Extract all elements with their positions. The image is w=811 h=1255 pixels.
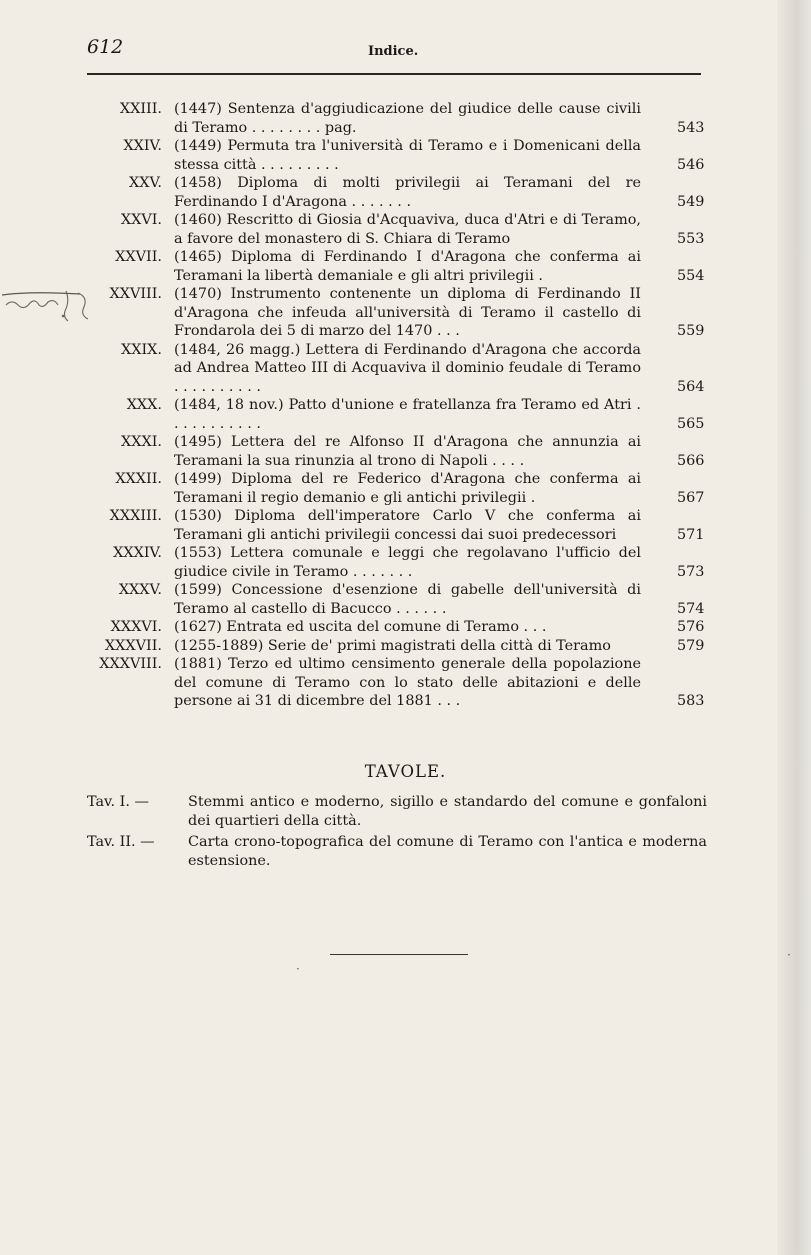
entry-number: XXIII. [119, 101, 162, 117]
entry-page: 543 [677, 119, 705, 136]
entry-text: (1499) Diploma del re Federico d'Aragona che conferma ai Teramani il regio demanio e gli antichi privilegii . [174, 471, 641, 506]
tavole-heading: TAVOLE. [364, 762, 447, 781]
plate-description: Carta crono-topografica del comune di Teramo con l'antica e moderna estensione. [188, 834, 707, 869]
entry-number: XXVII. [115, 249, 162, 265]
plate-description: Stemmi antico e moderno, sigillo e standardo del comune e gonfaloni dei quartieri della città. [188, 794, 707, 829]
entry-page: 549 [677, 193, 705, 210]
index-entry [0, 341, 811, 397]
entry-page: 553 [677, 230, 705, 247]
entry-number: XXXII. [115, 471, 162, 487]
index-entry [0, 637, 811, 656]
running-title: Indice. [368, 44, 419, 59]
index-entry [0, 655, 811, 711]
entry-text: (1495) Lettera del re Alfonso II d'Aragona che annunzia ai Teramani la sua rinunzia al trono di Napoli . . . . [174, 434, 641, 469]
entry-number: XXXIV. [113, 545, 162, 561]
entry-page: 583 [677, 693, 705, 709]
page-number: 612 [87, 36, 124, 58]
entry-text: (1530) Diploma dell'imperatore Carlo V che conferma ai Teramani gli antichi privilegii concessi dai suoi predecessori [174, 508, 641, 543]
entry-page: 574 [677, 600, 705, 617]
entry-number: XXV. [129, 175, 162, 191]
entry-page: 571 [677, 526, 705, 543]
entry-page: 564 [677, 378, 705, 395]
entry-text: (1881) Terzo ed ultimo censimento generale della popolazione del comune di Teramo con lo stato delle abitazioni e delle persone ai 31 di dicembre del 1881 . . . [174, 656, 641, 709]
entry-page: 573 [677, 563, 705, 580]
plate-label: Tav. II. — [87, 834, 155, 850]
index-entry [0, 100, 811, 137]
entry-text: (1553) Lettera comunale e leggi che regolavano l'ufficio del giudice civile in Teramo . . . . . . . [174, 545, 641, 580]
entry-page: 565 [677, 415, 705, 432]
entry-page: 567 [677, 489, 705, 506]
index-entry [0, 470, 811, 507]
entry-page: 579 [677, 637, 705, 654]
index-entry [0, 544, 811, 581]
index-entry [0, 174, 811, 211]
index-entry [0, 618, 811, 637]
entry-page: 554 [677, 267, 705, 284]
entry-text: (1447) Sentenza d'aggiudicazione del giudice delle cause civili di Teramo . . . . . . . . pag. [174, 101, 641, 136]
entry-number: XXVI. [120, 212, 162, 228]
index-entry [0, 581, 811, 618]
closing-rule [330, 954, 468, 955]
entry-number: XXXVIII. [99, 656, 162, 672]
index-entry [0, 137, 811, 174]
entry-number: XXXI. [121, 434, 162, 450]
entry-page: 576 [677, 619, 705, 635]
plate-entry [87, 833, 707, 870]
entry-text: (1599) Concessione d'esenzione di gabelle dell'università di Teramo al castello di Bacucco . . . . . . [174, 582, 641, 617]
index-entry [0, 433, 811, 470]
entry-text: (1627) Entrata ed uscita del comune di Teramo . . . [174, 619, 547, 635]
entry-number: XXVIII. [109, 286, 162, 302]
plate-entry [87, 793, 707, 830]
entry-page: 566 [677, 452, 705, 469]
entry-text: (1458) Diploma di molti privilegii ai Teramani del re Ferdinando I d'Aragona . . . . . . . [174, 175, 641, 210]
print-mark: · [787, 948, 791, 962]
print-mark: · [296, 962, 300, 976]
entry-number: XXIV. [123, 138, 162, 154]
entry-number: XXXVII. [104, 637, 162, 654]
header-rule [87, 73, 701, 75]
plate-label: Tav. I. — [87, 794, 149, 810]
entry-number: XXIX. [121, 341, 162, 358]
entry-number: XXXIII. [109, 508, 162, 524]
entry-text: (1465) Diploma di Ferdinando I d'Aragona che conferma ai Teramani la libertà demaniale e gli altri privilegii . [174, 249, 641, 284]
index-entry [0, 248, 811, 285]
entry-text: (1470) Instrumento contenente un diploma di Ferdinando II d'Aragona che infeuda all'università di Teramo il castello di Frondarola dei 5 di marzo del 1470 . . . [174, 286, 641, 339]
index-entry [0, 396, 811, 433]
entry-text: (1484, 18 nov.) Patto d'unione e fratellanza fra Teramo ed Atri . . . . . . . . . . . [174, 397, 641, 432]
entry-number: XXXV. [118, 582, 162, 598]
index-entry [0, 507, 811, 544]
entry-number: XXX. [126, 397, 162, 413]
entry-text: (1460) Rescritto di Giosia d'Acquaviva, duca d'Atri e di Teramo, a favore del monastero di S. Chiara di Teramo [174, 212, 641, 247]
index-entries [0, 100, 811, 711]
entry-text: (1255-1889) Serie de' primi magistrati della città di Teramo [174, 637, 611, 654]
entry-page: 546 [677, 156, 705, 173]
entry-page: 559 [677, 323, 705, 339]
entry-text: (1484, 26 magg.) Lettera di Ferdinando d'Aragona che accorda ad Andrea Matteo III di Acquaviva il dominio feudale di Teramo . . . . . . . . . . [174, 341, 641, 395]
index-entry [0, 211, 811, 248]
entry-number: XXXVI. [110, 619, 162, 635]
index-entry [0, 285, 811, 341]
entry-text: (1449) Permuta tra l'università di Teramo e i Domenicani della stessa città . . . . . . . . . [174, 138, 641, 173]
